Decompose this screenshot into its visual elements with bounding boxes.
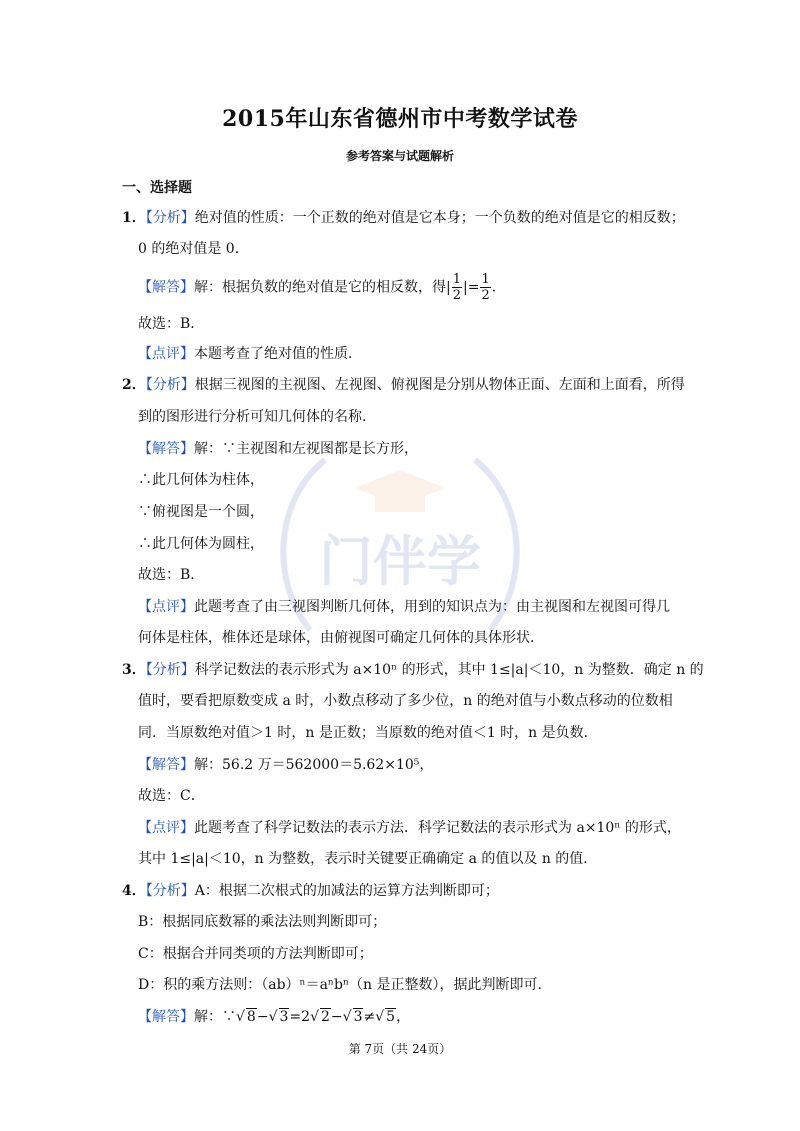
q1-answer-mid: |= (463, 279, 480, 296)
q3-analysis (122, 660, 704, 680)
q3-answer (138, 755, 433, 775)
q1-fraction-1 (452, 272, 462, 303)
q1-analysis-text-1: 绝对值的性质：一个正数的绝对值是它本身；一个负数的绝对值是它的相反数； (194, 210, 685, 226)
q1-comment-text: 本题考查了绝对值的性质． (194, 346, 362, 362)
q1-answer-end: ． (491, 279, 506, 296)
q4-radicand-2: 3 (279, 1009, 289, 1025)
q1-answer-tag: 【解答】 (138, 279, 194, 296)
q4-analysis (122, 881, 499, 901)
q3-comment-text-1: 此题考查了科学记数法的表示方法．科学记数法的表示形式为 a×10ⁿ 的形式， (194, 820, 681, 836)
q4-minus-2: − (330, 1009, 343, 1025)
q4-not-equal: ≠ (363, 1009, 376, 1025)
q1-number: 1． (122, 210, 146, 226)
q3-analysis-3: 同．当原数绝对值＞1 时，n 是正数；当原数的绝对值＜1 时，n 是负数． (138, 725, 598, 741)
q2-answer-2: ∴此几何体为柱体， (138, 472, 264, 488)
q4-analysis-3: C：根据合并同类项的方法判断即可； (138, 946, 373, 962)
page-subtitle: 参考答案与试题解析 (345, 149, 454, 163)
q1-frac2-num: 1 (481, 272, 490, 287)
q1-fraction-2 (480, 272, 490, 303)
q1-frac2-den: 2 (481, 288, 490, 303)
q2-answer-4: ∴此几何体为圆柱， (138, 536, 264, 552)
q2-answer-3: ∵俯视图是一个圆， (138, 504, 264, 520)
q1-comment (138, 344, 362, 364)
q4-radicand-4: 3 (353, 1009, 363, 1025)
q4-radicand-1: 8 (246, 1009, 256, 1025)
q2-analysis (122, 375, 685, 395)
q4-equals: =2 (289, 1009, 311, 1025)
section-heading: 一、选择题 (122, 180, 192, 196)
q3-answer-tag: 【解答】 (138, 757, 194, 773)
q4-answer (138, 1007, 410, 1027)
q1-analysis (122, 208, 685, 228)
q1-analysis-tag: 【分析】 (145, 210, 195, 226)
q1-frac1-num: 1 (452, 272, 461, 287)
q3-comment-1 (138, 818, 681, 838)
q2-answer-1 (138, 439, 418, 459)
q1-answer-pre: 解：根据负数的绝对值是它的相反数，得| (194, 279, 451, 296)
q2-analysis-text-1: 根据三视图的主视图、左视图、俯视图是分别从物体正面、左面和上面看，所得 (194, 377, 685, 393)
sqrt-icon: √ (236, 1009, 245, 1025)
q1-frac1-den: 2 (452, 288, 461, 303)
q4-analysis-tag: 【分析】 (145, 883, 195, 899)
q3-analysis-2: 值时，要看把原数变成 a 时，小数点移动了多少位，n 的绝对值与小数点移动的位数相 (138, 693, 673, 709)
q4-answer-tag: 【解答】 (138, 1009, 194, 1025)
q3-choice: 故选：C． (138, 788, 205, 804)
watermark-text: 门伴学 (319, 529, 481, 593)
q1-choice: 故选：B． (138, 316, 205, 332)
q2-number: 2． (122, 377, 146, 393)
q4-analysis-2: B：根据同底数幂的乘法法则判断即可； (138, 914, 387, 930)
q4-answer-pre: 解：∵ (194, 1009, 236, 1025)
sqrt-icon: √ (375, 1009, 385, 1025)
q2-choice: 故选：B． (138, 567, 205, 583)
sqrt-icon: √ (268, 1009, 278, 1025)
q4-number: 4． (122, 883, 146, 899)
q1-answer (138, 272, 506, 303)
watermark-logo (270, 430, 530, 660)
q4-radicand-5: 5 (386, 1009, 396, 1025)
q3-comment-tag: 【点评】 (138, 820, 194, 836)
q2-answer-text-1: 解：∵主视图和左视图都是长方形， (194, 441, 418, 457)
q3-analysis-text-1: 科学记数法的表示形式为 a×10ⁿ 的形式，其中 1≤|a|＜10，n 为整数．确定 n 的 (194, 662, 704, 678)
page-footer: 第 7页（共 24页） (348, 1042, 452, 1056)
q3-analysis-tag: 【分析】 (145, 662, 195, 678)
q2-answer-tag: 【解答】 (138, 441, 194, 457)
page-title: 2015年山东省德州市中考数学试卷 (222, 106, 578, 132)
q4-analysis-4: D：积的乘方法则：（ab）ⁿ＝aⁿbⁿ（n 是正整数），据此判断即可． (138, 977, 552, 993)
q2-analysis-2: 到的图形进行分析可知几何体的名称． (138, 409, 376, 425)
q2-comment-text-1: 此题考查了由三视图判断几何体，用到的知识点为：由主视图和左视图可得几 (194, 599, 670, 615)
q3-answer-text: 解：56.2 万＝562000＝5.62×10⁵， (194, 757, 434, 773)
q3-comment-2: 其中 1≤|a|＜10，n 为整数，表示时关键要正确确定 a 的值以及 n 的值． (138, 851, 598, 867)
q4-analysis-text-1: A：根据二次根式的加减法的运算方法判断即可； (194, 883, 499, 899)
q1-analysis-2: 0 的绝对值是 0． (138, 241, 249, 257)
q2-comment-tag: 【点评】 (138, 599, 194, 615)
q2-comment-2: 何体是柱体，椎体还是球体，由俯视图可确定几何体的具体形状． (138, 630, 544, 646)
q2-comment-1 (138, 597, 670, 617)
q4-answer-end: ， (396, 1009, 411, 1025)
sqrt-icon: √ (342, 1009, 352, 1025)
q4-radicand-3: 2 (320, 1009, 330, 1025)
q3-number: 3． (122, 662, 146, 678)
q4-minus-1: − (256, 1009, 269, 1025)
q2-analysis-tag: 【分析】 (145, 377, 195, 393)
sqrt-icon: √ (310, 1009, 319, 1025)
q1-comment-tag: 【点评】 (138, 346, 194, 362)
